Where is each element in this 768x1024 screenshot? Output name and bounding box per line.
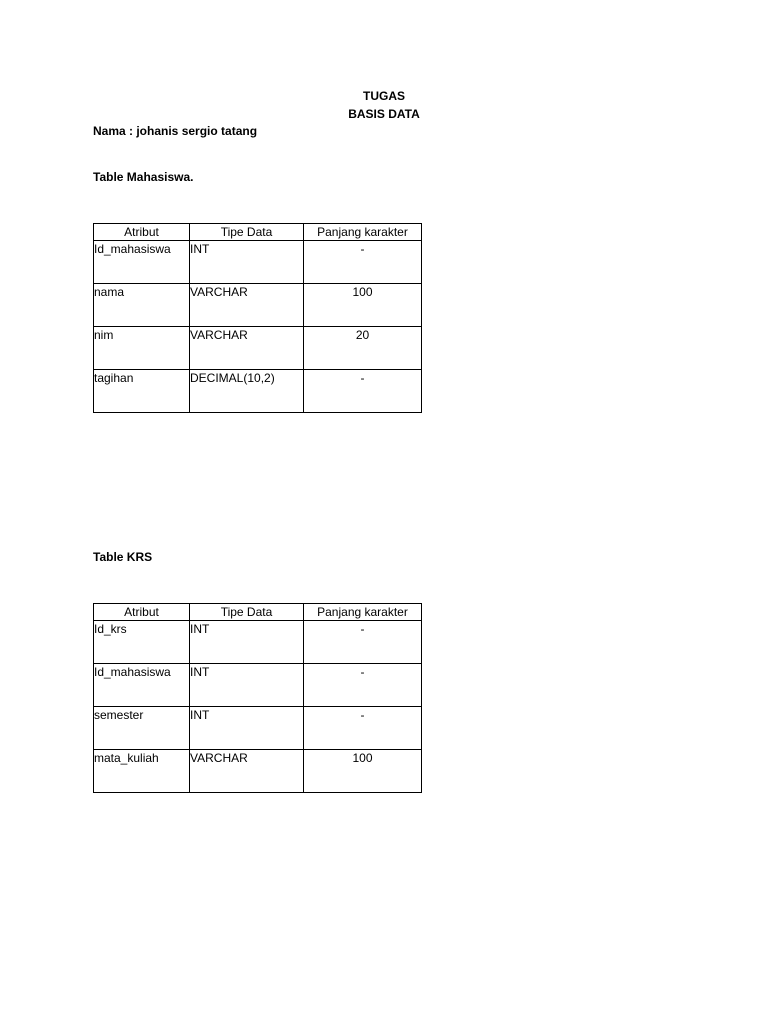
cell-atribut: semester xyxy=(94,707,190,750)
table-krs-caption: Table KRS xyxy=(93,550,153,564)
cell-panjang: - xyxy=(304,707,422,750)
column-header-atribut: Atribut xyxy=(94,604,190,621)
cell-tipe-data: VARCHAR xyxy=(190,327,304,370)
cell-tipe-data: INT xyxy=(190,621,304,664)
cell-tipe-data: INT xyxy=(190,664,304,707)
cell-atribut: Id_krs xyxy=(94,621,190,664)
table-mahasiswa xyxy=(93,223,422,413)
author-name: Nama : johanis sergio tatang xyxy=(93,124,258,138)
column-header-tipe-data: Tipe Data xyxy=(190,224,304,241)
cell-tipe-data: DECIMAL(10,2) xyxy=(190,370,304,413)
table-mahasiswa-caption: Table Mahasiswa. xyxy=(93,170,194,184)
cell-panjang: 100 xyxy=(304,750,422,793)
column-header-atribut: Atribut xyxy=(94,224,190,241)
cell-atribut: tagihan xyxy=(94,370,190,413)
cell-atribut: nim xyxy=(94,327,190,370)
column-header-panjang-karakter: Panjang karakter xyxy=(304,604,422,621)
cell-tipe-data: INT xyxy=(190,707,304,750)
table-row xyxy=(94,284,422,327)
column-header-panjang-karakter: Panjang karakter xyxy=(304,224,422,241)
cell-atribut: mata_kuliah xyxy=(94,750,190,793)
column-header-tipe-data: Tipe Data xyxy=(190,604,304,621)
cell-panjang: 100 xyxy=(304,284,422,327)
table-row xyxy=(94,707,422,750)
table-header-row xyxy=(94,224,422,241)
table-row xyxy=(94,621,422,664)
table-row xyxy=(94,664,422,707)
cell-panjang: - xyxy=(304,370,422,413)
cell-tipe-data: VARCHAR xyxy=(190,750,304,793)
document-subtitle: BASIS DATA xyxy=(348,107,420,121)
cell-panjang: - xyxy=(304,621,422,664)
cell-panjang: - xyxy=(304,241,422,284)
cell-panjang: - xyxy=(304,664,422,707)
table-header-row xyxy=(94,604,422,621)
cell-atribut: Id_mahasiswa xyxy=(94,664,190,707)
table-krs xyxy=(93,603,422,793)
document-title: TUGAS xyxy=(363,89,405,103)
table-row xyxy=(94,241,422,284)
cell-atribut: nama xyxy=(94,284,190,327)
cell-atribut: Id_mahasiswa xyxy=(94,241,190,284)
cell-tipe-data: INT xyxy=(190,241,304,284)
table-row xyxy=(94,750,422,793)
table-row xyxy=(94,327,422,370)
table-row xyxy=(94,370,422,413)
cell-tipe-data: VARCHAR xyxy=(190,284,304,327)
cell-panjang: 20 xyxy=(304,327,422,370)
